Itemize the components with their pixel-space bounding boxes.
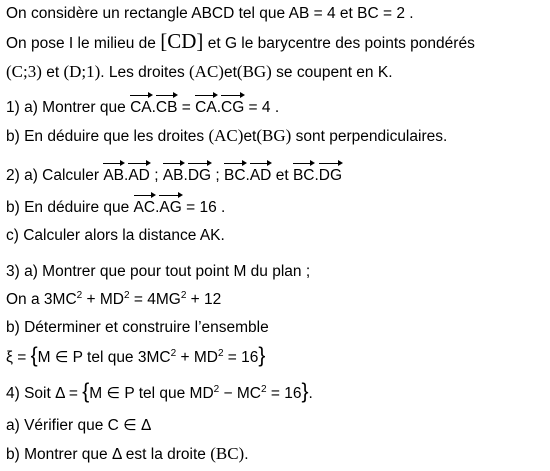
text-segment: .: [244, 446, 249, 463]
text-segment: et: [223, 64, 237, 81]
vector-symbol: CG: [221, 96, 244, 118]
exponent: 2: [170, 347, 177, 359]
text-segment: (BC): [210, 444, 245, 463]
vector-symbol: DG: [319, 164, 342, 186]
text-segment: .: [151, 99, 156, 116]
text-segment: (AC): [189, 62, 224, 81]
question-3a: [6, 262, 310, 282]
exponent: 2: [217, 347, 224, 359]
set-xi-definition: [6, 344, 266, 368]
statement-line-2: [6, 29, 475, 54]
vector-symbol: DG: [188, 164, 211, 186]
question-3b: [6, 318, 269, 338]
text-segment: = 16: [223, 349, 259, 366]
text-segment: ;: [149, 167, 163, 184]
exponent: 2: [213, 383, 220, 395]
text-segment: [CD]: [160, 29, 204, 53]
text-segment: On considère un rectangle ABCD tel que AB = 4 et BC = 2 .: [6, 5, 414, 22]
vector-symbol: CA: [195, 96, 217, 118]
question-4a: [6, 416, 151, 436]
text-segment: 3) a) Montrer que pour tout point M du plan ;: [6, 263, 311, 280]
text-segment: M ∈ P tel que 3MC: [37, 349, 171, 366]
text-segment: ξ =: [6, 349, 31, 366]
text-segment: . Les droites: [100, 64, 190, 81]
text-segment: et: [41, 64, 64, 81]
text-segment: c) Calculer alors la distance AK.: [6, 227, 225, 244]
text-segment: (C;3): [6, 62, 42, 81]
text-segment: = 16 .: [181, 199, 226, 216]
text-segment: (BG): [256, 126, 292, 145]
vector-symbol: AB: [163, 164, 184, 186]
exponent: 2: [180, 289, 187, 301]
question-4b: [6, 444, 249, 465]
exponent: 2: [260, 383, 267, 395]
text-segment: sont perpendiculaires.: [291, 128, 448, 145]
vector-symbol: AC: [134, 196, 156, 218]
text-segment: M ∈ P tel que MD: [89, 385, 214, 402]
text-segment: et: [271, 167, 293, 184]
text-segment: .: [308, 385, 313, 402]
text-segment: + MD: [176, 349, 218, 366]
text-segment: {: [30, 344, 38, 367]
text-segment: a) Vérifier que C ∈ Δ: [6, 417, 152, 434]
text-segment: On pose I le milieu de: [6, 35, 161, 52]
vector-symbol: AG: [159, 196, 181, 218]
vector-symbol: BC: [293, 164, 315, 186]
text-segment: (D;1): [63, 62, 101, 81]
text-segment: − MC: [219, 385, 261, 402]
text-segment: {: [82, 380, 90, 403]
text-segment: + 12: [186, 291, 222, 308]
text-segment: se coupent en K.: [271, 64, 393, 81]
text-segment: + MD: [82, 291, 124, 308]
text-segment: ;: [211, 167, 224, 184]
text-segment: b) En déduire que: [6, 199, 134, 216]
text-segment: .: [124, 167, 129, 184]
text-segment: .: [183, 167, 188, 184]
question-1b: [6, 126, 447, 147]
question-2b: [6, 196, 225, 218]
text-segment: b) Déterminer et construire l’ensemble: [6, 319, 269, 336]
text-segment: .: [314, 167, 319, 184]
text-segment: = 16: [266, 385, 302, 402]
text-segment: b) En déduire que les droites: [6, 128, 209, 145]
question-2a: [6, 164, 342, 186]
question-2c: [6, 226, 225, 246]
text-segment: =: [177, 99, 196, 116]
text-segment: .: [216, 99, 221, 116]
statement-line-1: [6, 4, 414, 24]
text-segment: et: [243, 128, 257, 145]
text-segment: .: [245, 167, 250, 184]
vector-symbol: AD: [250, 164, 272, 186]
text-segment: et G le barycentre des points pondérés: [203, 35, 475, 52]
text-segment: b) Montrer que Δ est la droite: [6, 446, 211, 463]
text-segment: .: [155, 199, 160, 216]
text-segment: (BG): [236, 62, 272, 81]
text-segment: (AC): [208, 126, 244, 145]
text-segment: 4) Soit Δ =: [6, 385, 83, 402]
question-1a: [6, 96, 279, 118]
vector-symbol: BC: [224, 164, 246, 186]
vector-symbol: AB: [103, 164, 124, 186]
text-segment: On a 3MC: [6, 291, 77, 308]
text-segment: = 4 .: [244, 99, 280, 116]
vector-symbol: AD: [128, 164, 150, 186]
statement-line-3: [6, 62, 393, 83]
text-segment: 2) a) Calculer: [6, 167, 104, 184]
text-segment: = 4MG: [129, 291, 181, 308]
text-segment: 1) a) Montrer que: [6, 99, 131, 116]
equation-3a: [6, 290, 221, 310]
vector-symbol: CA: [130, 96, 152, 118]
exponent: 2: [76, 289, 83, 301]
question-4: [6, 380, 313, 404]
text-segment: }: [258, 344, 266, 367]
exponent: 2: [123, 289, 130, 301]
vector-symbol: CB: [156, 96, 178, 118]
text-segment: }: [301, 380, 309, 403]
